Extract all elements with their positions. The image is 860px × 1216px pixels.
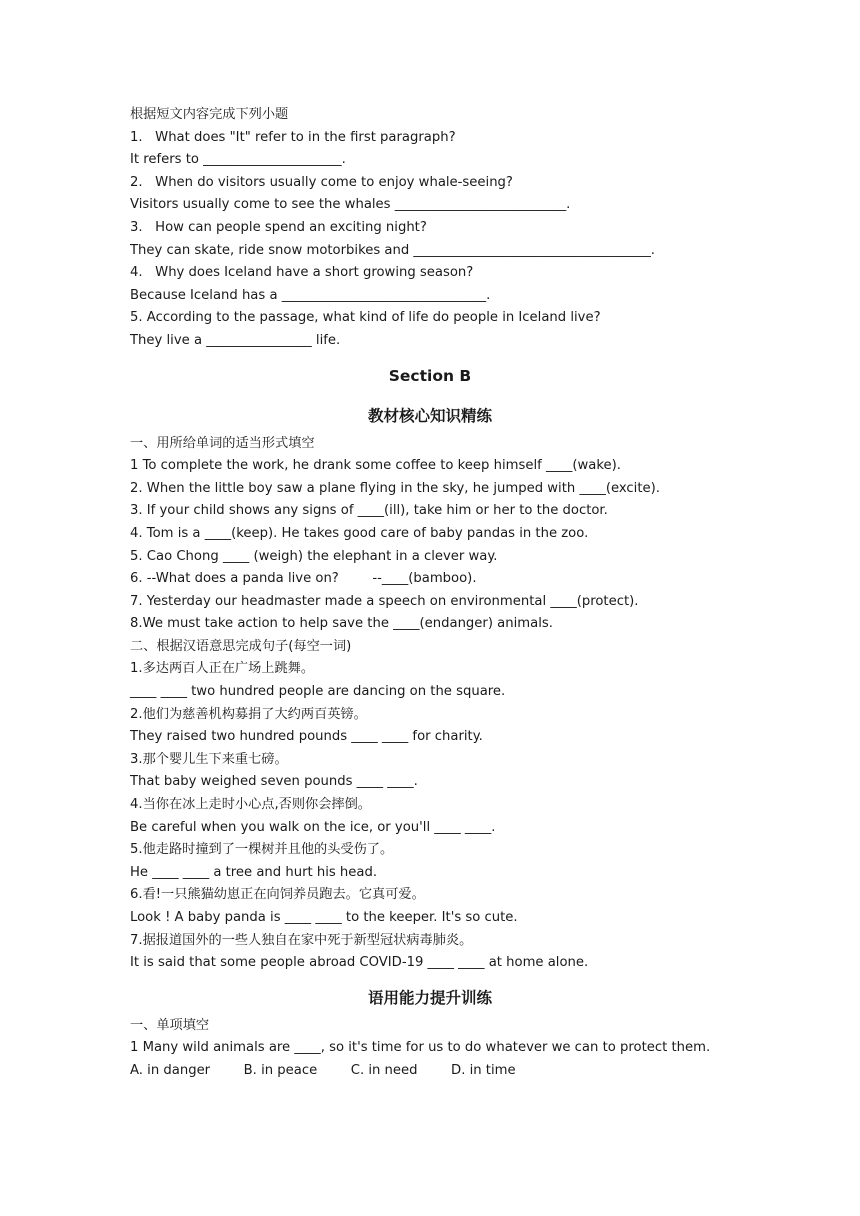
worksheet-page xyxy=(130,104,730,1083)
part2-chinese-prompt: 4.当你在冰上走时小心点,否则你会摔倒。 xyxy=(130,797,371,813)
part1-item: 3. If your child shows any signs of ____(ill), take him or her to the doctor. xyxy=(130,503,608,519)
section-b-subtitle: 教材核心知识精练 xyxy=(367,406,492,425)
part1-item: 2. When the little boy saw a plane flying in the sky, he jumped with ____(excite). xyxy=(130,480,660,496)
part2-title: 二、根据汉语意思完成句子(每空一词) xyxy=(130,638,352,654)
part2-english-sentence: It is said that some people abroad COVID-19 ____ ____ at home alone. xyxy=(130,955,589,971)
part2-english-sentence: Be careful when you walk on the ice, or you'll ____ ____. xyxy=(130,819,496,835)
training-question-1-options: A. in danger B. in peace C. in need D. in time xyxy=(130,1062,516,1078)
part2-english-sentence: Look ! A baby panda is ____ ____ to the keeper. It's so cute. xyxy=(130,910,518,925)
reading-answer-5: They live a ________________ life. xyxy=(130,332,341,348)
reading-intro: 根据短文内容完成下列小题 xyxy=(130,107,289,122)
part1-item: 8.We must take action to help save the ____(endanger) animals. xyxy=(130,616,553,632)
reading-answer-2: Visitors usually come to see the whales __________________________. xyxy=(130,197,571,213)
reading-question-1: 1. What does "It" refer to in the first paragraph? xyxy=(130,129,456,145)
part2-chinese-prompt: 5.他走路时撞到了一棵树并且他的头受伤了。 xyxy=(130,842,394,858)
training-title: 语用能力提升训练 xyxy=(367,988,492,1007)
part1-item: 7. Yesterday our headmaster made a speech on environmental ____(protect). xyxy=(130,593,639,609)
reading-question-4: 4. Why does Iceland have a short growing season? xyxy=(130,265,474,281)
part1-title: 一、用所给单词的适当形式填空 xyxy=(130,435,315,451)
reading-question-3: 3. How can people spend an exciting night? xyxy=(130,219,427,235)
part2-chinese-prompt: 1.多达两百人正在广场上跳舞。 xyxy=(130,661,315,677)
part1-item: 5. Cao Chong ____ (weigh) the elephant in a clever way. xyxy=(130,548,498,564)
part2-english-sentence: ____ ____ two hundred people are dancing on the square. xyxy=(130,684,506,700)
part2-chinese-prompt: 6.看!一只熊猫幼崽正在向饲养员跑去。它真可爱。 xyxy=(130,887,425,903)
part2-english-sentence: He ____ ____ a tree and hurt his head. xyxy=(130,864,378,880)
part2-english-sentence: They raised two hundred pounds ____ ____ for charity. xyxy=(130,729,483,745)
reading-question-5: 5. According to the passage, what kind of life do people in Iceland live? xyxy=(130,310,601,326)
reading-question-2: 2. When do visitors usually come to enjoy whale-seeing? xyxy=(130,174,513,190)
training-part1-title: 一、单项填空 xyxy=(130,1017,210,1033)
training-question-1: 1 Many wild animals are ____, so it's time for us to do whatever we can to protect them. xyxy=(130,1040,711,1056)
part1-item: 6. --What does a panda live on? --____(bamboo). xyxy=(130,571,477,587)
part2-chinese-prompt: 2.他们为慈善机构募捐了大约两百英镑。 xyxy=(130,706,367,722)
part1-item: 4. Tom is a ____(keep). He takes good care of baby pandas in the zoo. xyxy=(130,525,589,541)
part1-item: 1 To complete the work, he drank some coffee to keep himself ____(wake). xyxy=(130,458,621,474)
reading-answer-4: Because Iceland has a _______________________________. xyxy=(130,287,491,303)
part2-english-sentence: That baby weighed seven pounds ____ ____. xyxy=(130,774,418,790)
reading-answer-1: It refers to _____________________. xyxy=(130,152,346,168)
section-b-title: Section B xyxy=(388,366,472,385)
reading-answer-3: They can skate, ride snow motorbikes and ____________________________________. xyxy=(130,242,655,258)
part2-chinese-prompt: 7.据报道国外的一些人独自在家中死于新型冠状病毒肺炎。 xyxy=(130,932,473,948)
part2-chinese-prompt: 3.那个婴儿生下来重七磅。 xyxy=(130,751,288,767)
